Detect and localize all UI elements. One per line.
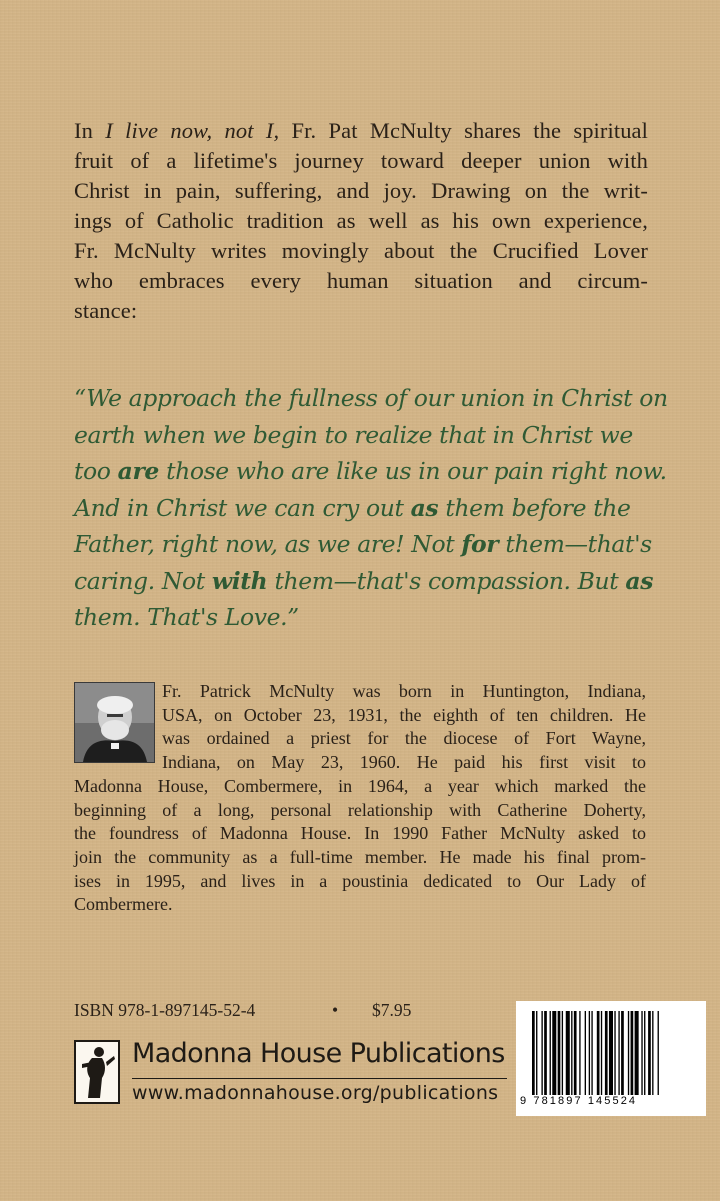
bio-line-5: Madonna House, Combermere, in 1964, a year which marked the: [74, 775, 646, 796]
pull-quote: [74, 380, 668, 636]
book-title: I live now, not I,: [105, 118, 280, 143]
intro-line-1: In I live now, not I, Fr. Pat McNulty shares the spiritual: [74, 118, 648, 143]
bio-line-6: beginning of a long, personal relationship with Catherine Doherty,: [74, 799, 646, 820]
emphasis-for: for: [461, 530, 499, 558]
bio-line-7: the foundress of Madonna House. In 1990 Father McNulty asked to: [74, 823, 646, 844]
quote-line-4: And in Christ we can cry out as them before the: [74, 493, 631, 522]
barcode-bars: [532, 1011, 698, 1095]
intro-line-3: Christ in pain, suffering, and joy. Drawing on the writ-: [74, 178, 648, 203]
isbn-line: [74, 1000, 412, 1021]
publisher-name: Madonna House Publications: [132, 1038, 505, 1069]
intro-line-5: Fr. McNulty writes movingly about the Crucified Lover: [74, 238, 648, 263]
bio-line-1: Fr. Patrick McNulty was born in Huntington, Indiana,: [162, 681, 646, 701]
quote-line-5: Father, right now, as we are! Not for them—that's: [74, 530, 652, 558]
author-photo: [74, 682, 155, 763]
intro-paragraph: [74, 116, 648, 326]
author-portrait-icon: [75, 683, 154, 762]
quote-line-1: “We approach the fullness of our union in Christ on: [74, 384, 668, 412]
publisher-block: [74, 1038, 514, 1108]
emphasis-as-2: as: [625, 566, 654, 595]
quote-line-3: too are those who are like us in our pain right now.: [74, 457, 667, 485]
emphasis-with: with: [211, 566, 268, 595]
quote-line-7: them. That's Love.”: [74, 603, 299, 631]
publisher-url: www.madonnahouse.org/publications: [132, 1082, 499, 1104]
bio-line-10: Combermere.: [74, 894, 173, 915]
madonna-house-logo-icon: [74, 1040, 120, 1104]
bio-line-2: USA, on October 23, 1931, the eighth of ten children. He: [162, 704, 646, 725]
quote-line-2: earth when we begin to realize that in Christ we: [74, 420, 633, 449]
intro-line-4: ings of Catholic tradition as well as his own experience,: [74, 208, 648, 233]
bio-line-8: join the community as a full-time member. He made his final prom-: [74, 846, 646, 867]
bio-line-3: was ordained a priest for the diocese of Fort Wayne,: [162, 728, 646, 749]
barcode-digits: 9 781897 145524: [520, 1095, 638, 1107]
author-bio: [74, 680, 646, 917]
isbn-barcode: [516, 1001, 706, 1116]
price: $7.95: [372, 1000, 412, 1020]
isbn-number: ISBN 978-1-897145-52-4: [74, 1000, 256, 1020]
bio-line-4: Indiana, on May 23, 1960. He paid his first visit to: [162, 752, 646, 773]
bio-line-9: ises in 1995, and lives in a poustinia dedicated to Our Lady of: [74, 870, 646, 891]
intro-line-2: fruit of a lifetime's journey toward deeper union with: [74, 148, 648, 173]
intro-line-6: who embraces every human situation and circum-: [74, 268, 648, 293]
publisher-divider: [132, 1078, 507, 1079]
emphasis-as: as: [410, 493, 439, 522]
emphasis-are: are: [117, 457, 159, 485]
separator-bullet: •: [332, 1000, 339, 1020]
quote-line-6: caring. Not with them—that's compassion. But as: [74, 566, 654, 595]
intro-line-7: stance:: [74, 298, 138, 323]
